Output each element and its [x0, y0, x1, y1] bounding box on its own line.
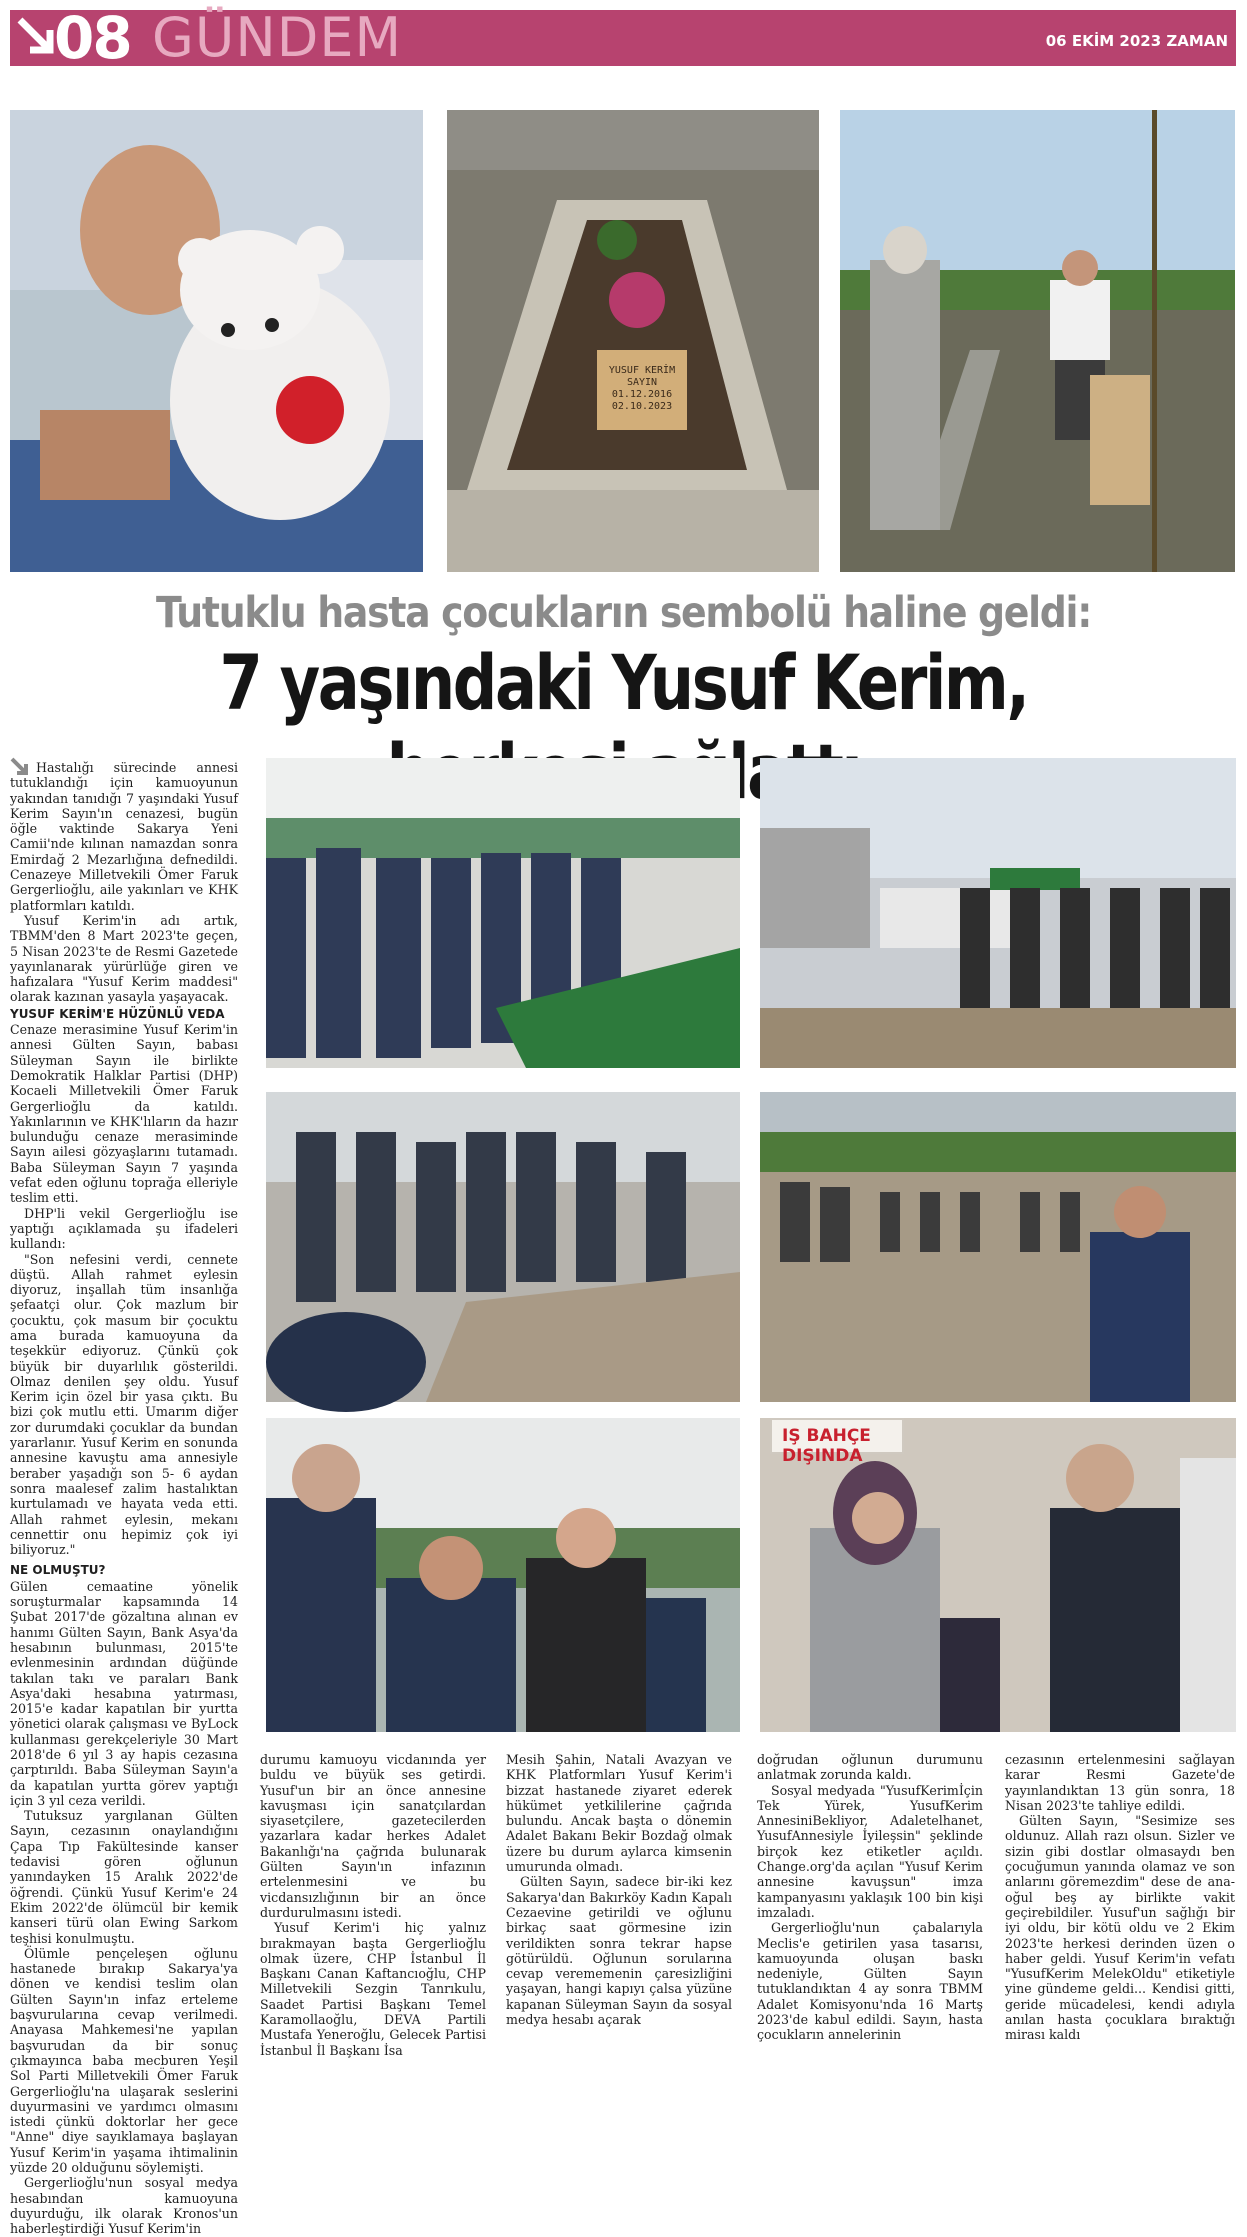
article-column-5 [1005, 1752, 1235, 2043]
photo-grave-with-marker [447, 110, 819, 572]
paragraph: Yusuf Kerim'i hiç yalnız bırakmayan başta Gergerlioğlu olmak üzere, CHP İstanbul İl Başkanı Canan Kaftancıoğlu, CHP Milletvekili Sezgin Tanrıkulu, Saadet Partisi Başkanı Temel Karamollaoğlu, DEVA Partili Mustafa Yeneroğlu, Gelecek Partisi İstanbul İl Başkanı İsa [260, 1920, 486, 2058]
quote-paragraph: "Son nefesini verdi, cennete düştü. Allah rahmet eylesin diyoruz, inşallah tüm insanlığa şefaatçi olur. Çok mazlum bir çocuktu, çok masum bir çocuktu ama burada kamuoyuna da teşekkür ediyoruz. Çünkü çok büyük bir duyarlılık gösterildi. Olmaz denilen şey oldu. Yusuf Kerim için özel bir yasa çıktı. Bu bizi çok mutlu etti. Umarım diğer zor durumdaki çocuklar da bundan yararlanır. Yusuf Kerim en sonunda annesine kavuştu ama annesiyle beraber yaşadığı son 5- 6 aydan sonra maalesef zalim hastalıktan kurtulamadı ve hayata veda etti. Allah rahmet eylesin, mekanı cennettir onu hepimiz çok iyi biliyoruz." [10, 1251, 238, 1558]
article-kicker: Tutuklu hasta çocukların sembolü haline geldi: [155, 588, 1092, 638]
article-column-1 [10, 757, 238, 2237]
issue-date: 06 EKİM 2023 ZAMAN [1045, 32, 1228, 50]
article-column-3 [506, 1752, 732, 2027]
subheading: NE OLMUŞTU? [10, 1563, 106, 1578]
paragraph: durumu kamuoyu vicdanında yer buldu ve büyük ses getirdi. Yusuf'un bir an önce annesine kavuşması için sanatçılardan siyasetçilere, gazetecilerden yazarlara kadar herkes Adalet Bakanlığı'na çağrıda bulunarak Gülten Sayın'ın infazının ertelenmesini ve bu vicdansızlığının bir an önce durdurulmasını istedi. [260, 1752, 486, 1920]
section-title: GÜNDEM [152, 6, 403, 69]
paragraph: doğrudan oğlunun durumunu anlatmak zorunda kaldı. [757, 1752, 983, 1783]
paragraph: Gülten Sayın, sadece bir-iki kez Sakarya'dan Bakırköy Kadın Kapalı Cezaevine getirildi ve oğlunu birkaç saat görmesine izin verildikten sonra tekrar hapse götürüldü. Oğlunun sorularına cevap verememenin çaresizliğini yaşayan, hangi kapıyı çalsa yüzüne kapanan Süleyman Sayın da sosyal medya hesabı açarak [506, 1874, 732, 2028]
paragraph: Gergerlioğlu'nun çabalarıyla Meclis'e getirilen yasa tasarısı, kamuoyunda oluşan baskı nedeniyle, Gülten Sayın tutuklandıktan 4 ay sonra TBMM Adalet Komisyonu'nda 16 Martş 2023'de kabul edildi. Sayın, hasta çocukların annelerinin [757, 1920, 983, 2043]
paragraph: Gergerlioğlu'nun sosyal medya hesabından kamuoyuna duyurduğu, ilk olarak Kronos'un haberleştirdiği Yusuf Kerim'in [10, 2175, 238, 2237]
paragraph: Tutuksuz yargılanan Gülten Sayın, cezasının onaylandığını Çapa Tıp Fakültesinde kanser tedavisi gören oğlunun yanındayken 15 Aralık 2022'de öğrendi. Çünkü Yusuf Kerim'e 24 Ekim 2022'de ölümcül bir kemik kanseri türü olan Ewing Sarkom teşhisi konulmuştu. [10, 1808, 238, 1946]
paragraph: Ölümle pençeleşen oğlunu hastanede bırakıp Sakarya'ya dönen ve kendisi teslim olan Gülten Sayın'ın infaz erteleme başvurularına cevap verilmedi. Anayasa Mahkemesi'ne yapılan başvurudan da bir sonuç çıkmayınca baba mecburen Yeşil Sol Parti Milletvekili Ömer Faruk Gergerlioğlu'na ulaşarak seslerini duyurmasini ve yardımcı olmasını istedi çünkü doktorlar her gece "Anne" diye sayıklamaya başlayan Yusuf Kerim'in yaşama ihtimalinin yüzde 20 olduğunu söylemişti. [10, 1945, 238, 2176]
paragraph: Cenaze merasimine Yusuf Kerim'in annesi Gülten Sayın, babası Süleyman Sayın ile birlikte Demokratik Halklar Partisi (DHP) Kocaeli Milletvekili Ömer Faruk Gergerlioğlu da katıldı. Yakınlarının ve KHK'lıların da hazır bulunduğu cenaze merasiminde Sayın ailesi gözyaşlarını tutamadı. Baba Süleyman Sayın 7 yaşında vefat eden oğlunu toprağa elleriyle teslim etti. [10, 1022, 238, 1206]
lead-paragraph: Hastalığı sürecinde annesi tutuklandığı için kamuoyunun yakından tanıdığı 7 yaşındaki Yusuf Kerim Sayın'ın cenazesi, bugün öğle vaktinde Sakarya Yeni Camii'nde kılınan namazdan sonra Emirdağ 2 Mezarlığına defnedildi. Cenazeye Milletvekili Ömer Faruk Gergerlioğlu, aile yakınları ve KHK platformları katıldı. [10, 757, 238, 913]
paragraph: Gülen cemaatine yönelik soruşturmalar kapsamında 14 Şubat 2017'de gözaltına alınan ev hanımı Gülten Sayın, Bank Asya'da hesabının bulunması, 2015'te evlenmesinin ardından düğünde takılan takı ve paraları Bank Asya'daki hesabına yatırması, 2015'e kadar kapatılan bir yurtta yönetici olarak çalışması ve ByLock kullanması gerekçeleriyle 30 Mart 2018'de 6 yıl 3 ay hapis cezasına çarptırıldı. Baba Süleyman Sayın'a da kapatılan yurtta görev yaptığı için 3 yıl ceza verildi. [10, 1578, 238, 1808]
grave-marker-text: YUSUF KERİM SAYIN 01.12.2016 02.10.2023 [608, 365, 676, 412]
paragraph: Gülten Sayın, "Sesimize ses oldunuz. Allah razı olsun. Sizler ve sizin gibi dostlar olmasaydı ben çocuğumun yanında olamaz ve son anlarını göremezdim" dese de ana-oğul beş ay birlikte vakit geçirebildiler. Yusuf'un sağlığı bir iyi oldu, bir kötü oldu ve 2 Ekim 2023'te herkesi derinden üzen o haber geldi. Yusuf Kerim'in vefatı "YusufKerim MelekOldu" etiketiyle yine gündeme geldi... Kendisi gitti, geride mücadelesi, kendi adıyla anılan hasta çocuklara bıraktığı mirası kaldı [1005, 1813, 1235, 2043]
paragraph: cezasının ertelenmesini sağlayan karar Resmi Gazete'de yayınlandıktan 13 gün sonra, 18 Nisan 2023'te tahliye edildi. [1005, 1752, 1235, 1813]
photo-parents-at-grave [840, 110, 1235, 572]
paragraph: Sosyal medyada "YusufKerimİçin Tek Yürek, YusufKerim AnnesiniBekliyor, Adaletelhanet, YusufAnnesiyle İyileşsin" şeklinde birçok kez etiketler açıldı. Change.org'da açılan "Yusuf Kerim annesine kavuşsun" imza kampanyasını yaklaşık 100 bin kişi imzaladı. [757, 1782, 983, 1920]
article-headline: 7 yaşındaki Yusuf Kerim, ağlattı [219, 638, 1028, 816]
photo-burial [266, 1092, 740, 1402]
photo-coffin-carried [760, 758, 1236, 1068]
photo-cemetery-prayer [760, 1092, 1236, 1402]
article-column-4 [757, 1752, 983, 2043]
paragraph: Mesih Şahin, Natali Avazyan ve KHK Platformları Yusuf Kerim'i bizzat hastanede ziyaret ederek hükümet yetkililerine çağrıda bulundu. Ancak başta o dönemin Adalet Bakanı Bekir Bozdağ olmak üzere bu durum aylarca kimsenin umurunda olmadı. [506, 1752, 732, 1875]
photo-condolences-man [266, 1418, 740, 1732]
paragraph: DHP'li vekil Gergerlioğlu ise yaptığı açıklamada şu ifadeleri kullandı: [10, 1205, 238, 1252]
paragraph: Yusuf Kerim'in adı artık, TBMM'den 8 Mart 2023'te geçen, 5 Nisan 2023'te de Resmi Gazetede yayınlanarak yürürlüğe giren ve hafızalara "Yusuf Kerim maddesi" olarak kazınan yasayla yaşayacak. [10, 912, 238, 1005]
subheading: YUSUF KERİM'E HÜZÜNLÜ VEDA [10, 1006, 225, 1021]
garden-sign: IŞ BAHÇE DIŞINDA [770, 1418, 904, 1454]
section-header-bar [10, 4, 1236, 72]
corner-arrow-icon [16, 16, 56, 56]
lead-arrow-icon [10, 757, 30, 775]
page-number: 08 [54, 4, 131, 72]
article-column-2 [260, 1752, 486, 2058]
photo-funeral-prayer [266, 758, 740, 1068]
photo-child-with-teddy [10, 110, 423, 572]
